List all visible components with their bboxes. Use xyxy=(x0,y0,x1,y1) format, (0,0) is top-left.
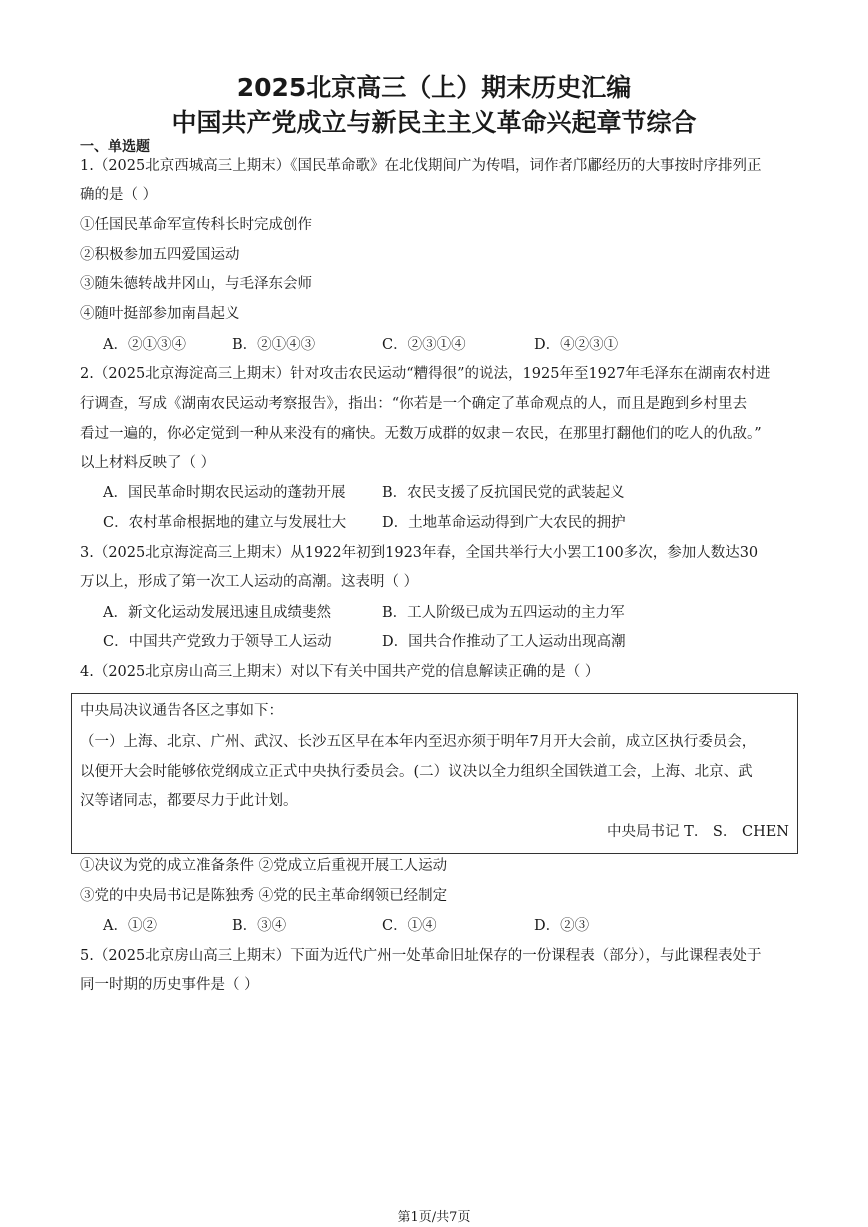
q4-option-a[interactable]: A．①② xyxy=(103,918,157,934)
q1-item-3: ③随朱德转战井冈山，与毛泽东会师 xyxy=(80,276,312,292)
q2-option-a[interactable]: A．国民革命时期农民运动的蓬勃开展 xyxy=(103,485,346,501)
q4-material-line-3: 以便开大会时能够依党纲成立正式中央执行委员会。(二）议决以全力组织全国铁道工会，上海、北京、武 xyxy=(80,764,753,780)
q1-item-4: ④随叶挺部参加南昌起义 xyxy=(80,306,240,322)
q3-option-a[interactable]: A．新文化运动发展迅速且成绩斐然 xyxy=(103,605,331,621)
q2-option-d[interactable]: D．土地革命运动得到广大农民的拥护 xyxy=(382,515,626,531)
q4-material-line-2: （一）上海、北京、广州、武汉、长沙五区早在本年内至迟亦须于明年7月开大会前，成立区执行委员会， xyxy=(80,734,757,750)
section-heading: 一、单选题 xyxy=(80,139,150,155)
q4-items-line-2: ③党的中央局书记是陈独秀 ④党的民主革命纲领已经制定 xyxy=(80,888,448,904)
q1-item-2: ②积极参加五四爱国运动 xyxy=(80,247,240,263)
q1-option-a[interactable]: A．②①③④ xyxy=(103,337,186,353)
q4-option-b[interactable]: B．③④ xyxy=(232,918,287,934)
page-title: 2025北京高三（上）期末历史汇编 xyxy=(236,73,632,102)
q5-stem-line-1: 5.（2025北京房山高三上期末）下面为近代广州一处革命旧址保存的一份课程表（部分），与此课程表处于 xyxy=(80,948,762,964)
q5-stem-line-2: 同一时期的历史事件是（ ） xyxy=(80,977,259,993)
q3-option-d[interactable]: D．国共合作推动了工人运动出现高潮 xyxy=(382,634,626,650)
page-subtitle: 中国共产党成立与新民主主义革命兴起章节综合 xyxy=(171,108,697,137)
q1-option-c[interactable]: C．②③①④ xyxy=(382,337,466,353)
page-footer: 第1页/共7页 xyxy=(397,1210,471,1225)
q4-material-line-4: 汉等诸同志，都要尽力于此计划。 xyxy=(80,793,298,809)
q4-option-d[interactable]: D．②③ xyxy=(534,918,590,934)
q4-material-signature: 中央局书记 T． S． CHEN xyxy=(607,824,789,840)
q1-option-b[interactable]: B．②①④③ xyxy=(232,337,316,353)
q4-material-box xyxy=(71,693,798,854)
q1-stem-line-2: 确的是（ ） xyxy=(80,187,158,203)
q2-stem-line-2: 行调查，写成《湖南农民运动考察报告》，指出：“你若是一个确定了革命观点的人，而且是跑到乡村里去 xyxy=(80,396,748,412)
q4-items-line-1: ①决议为党的成立准备条件 ②党成立后重视开展工人运动 xyxy=(80,858,448,874)
q2-option-c[interactable]: C．农村革命根据地的建立与发展壮大 xyxy=(103,515,347,531)
q4-material-line-1: 中央局决议通告各区之事如下： xyxy=(80,703,283,719)
q3-stem-line-1: 3.（2025北京海淀高三上期末）从1922年初到1923年春，全国共举行大小罢工100多次，参加人数达30 xyxy=(80,545,759,561)
q4-stem-line-1: 4.（2025北京房山高三上期末）对以下有关中国共产党的信息解读正确的是（ ） xyxy=(80,664,600,680)
q1-item-1: ①任国民革命军宣传科长时完成创作 xyxy=(80,217,312,233)
q3-option-c[interactable]: C．中国共产党致力于领导工人运动 xyxy=(103,634,332,650)
q4-option-c[interactable]: C．①④ xyxy=(382,918,437,934)
q3-stem-line-2: 万以上，形成了第一次工人运动的高潮。这表明（ ） xyxy=(80,574,419,590)
q2-stem-line-4: 以上材料反映了（ ） xyxy=(80,455,216,471)
q3-option-b[interactable]: B．工人阶级已成为五四运动的主力军 xyxy=(382,605,625,621)
q1-option-d[interactable]: D．④②③① xyxy=(534,337,619,353)
q2-stem-line-3: 看过一遍的，你必定觉到一种从来没有的痛快。无数万成群的奴隶－农民，在那里打翻他们的吃人的仇敌。” xyxy=(80,426,762,442)
q2-option-b[interactable]: B．农民支援了反抗国民党的武装起义 xyxy=(382,485,625,501)
q2-stem-line-1: 2.（2025北京海淀高三上期末）针对攻击农民运动“糟得很”的说法，1925年至1927年毛泽东在湖南农村进 xyxy=(80,366,771,382)
q1-stem-line-1: 1.（2025北京西城高三上期末）《国民革命歌》在北伐期间广为传唱，词作者邝鄘经历的大事按时序排列正 xyxy=(80,158,762,174)
